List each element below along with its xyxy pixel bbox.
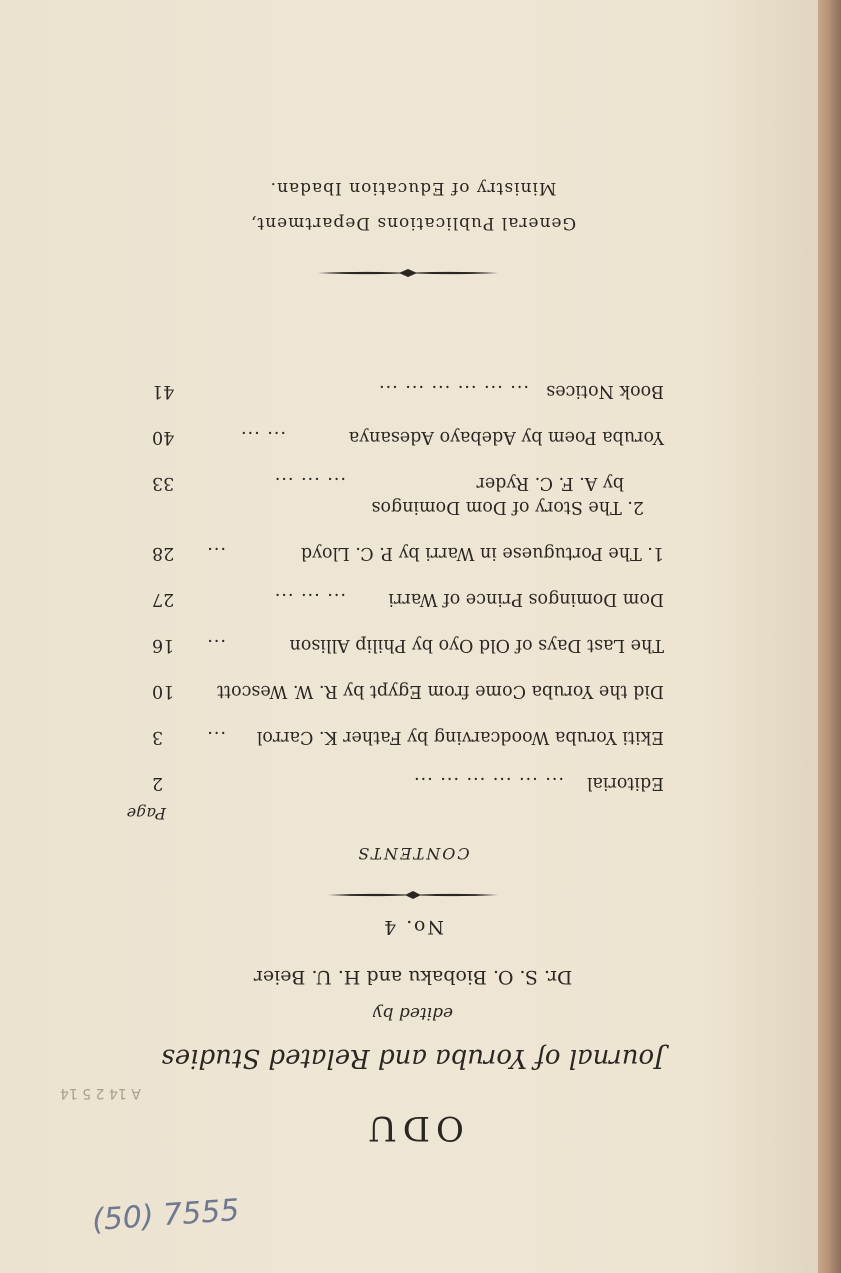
toc-title: Yoruba Poem by Adebayo Adesanya xyxy=(348,427,664,447)
toc-entry-dom-domingos xyxy=(152,579,664,609)
toc-page: 27 xyxy=(152,589,175,609)
toc-dots: ... ... ... xyxy=(273,473,346,493)
toc-page: 16 xyxy=(152,635,175,655)
toc-dots: ... xyxy=(206,635,226,655)
toc-title: Did the Yoruba Come from Egypt by R. W. Wescott xyxy=(217,681,664,701)
publisher-department: General Publications Department, xyxy=(249,213,577,233)
journal-title: ODU xyxy=(362,1108,464,1148)
toc-entry-portuguese xyxy=(152,533,664,563)
edited-by-label: edited by xyxy=(372,1003,454,1023)
toc-title: Book Notices xyxy=(546,381,664,401)
issue-number: No. 4 xyxy=(382,916,444,938)
page-column-label: Page xyxy=(126,804,166,823)
toc-dots: ... ... ... ... ... ... xyxy=(378,381,529,401)
library-stamp: (50) 7555 xyxy=(90,1192,241,1239)
publisher-ministry: Ministry of Education Ibadan. xyxy=(269,178,557,198)
toc-entry-book-notices xyxy=(152,371,664,401)
ornament-divider-bottom xyxy=(318,267,498,279)
toc-entry-poem xyxy=(152,417,664,447)
editors: Dr. S. O. Biobaku and H. U. Beier xyxy=(253,966,573,988)
toc-title: 2. The Story of Dom Domingos xyxy=(371,497,644,517)
toc-title: Dom Domingos Prince of Warri xyxy=(388,589,664,609)
toc-page: 41 xyxy=(152,381,175,401)
toc-page: 2 xyxy=(152,773,164,793)
toc-dots: ... xyxy=(206,543,226,563)
toc-title: by A. F. C. Ryder xyxy=(476,473,624,493)
toc-page: 33 xyxy=(152,473,175,493)
toc-entry-ryder xyxy=(152,463,664,493)
toc-title: The Last Days of Old Oyo by Philip Allison xyxy=(289,635,664,655)
toc-page: 28 xyxy=(152,543,175,563)
journal-subtitle: Journal of Yoruba and Related Studies xyxy=(161,1043,665,1073)
toc-entry-editorial xyxy=(152,763,664,793)
toc-dots: ... ... xyxy=(240,427,286,447)
pencil-annotation: A 14 2 5 14 xyxy=(60,1085,141,1101)
ornament-divider-top xyxy=(328,889,498,901)
toc-entry-woodcarving xyxy=(152,717,664,747)
toc-entry-old-oyo xyxy=(152,625,664,655)
toc-dots: ... xyxy=(206,727,226,747)
page-edge xyxy=(818,0,841,1273)
toc-page: 10 xyxy=(152,681,175,701)
toc-title: Editorial xyxy=(586,773,664,793)
toc-page: 3 xyxy=(152,727,164,747)
toc-page: 40 xyxy=(152,427,175,447)
toc-title: 1. The Portuguese in Warri by P. C. Lloyd xyxy=(300,543,664,563)
toc-entry-egypt xyxy=(152,671,664,701)
contents-heading: CONTENTS xyxy=(356,844,470,863)
toc-title: Ekiti Yoruba Woodcarving by Father K. Carrol xyxy=(256,727,664,747)
toc-dots: ... ... ... ... ... ... xyxy=(413,773,564,793)
toc-dots: ... ... ... xyxy=(273,589,346,609)
